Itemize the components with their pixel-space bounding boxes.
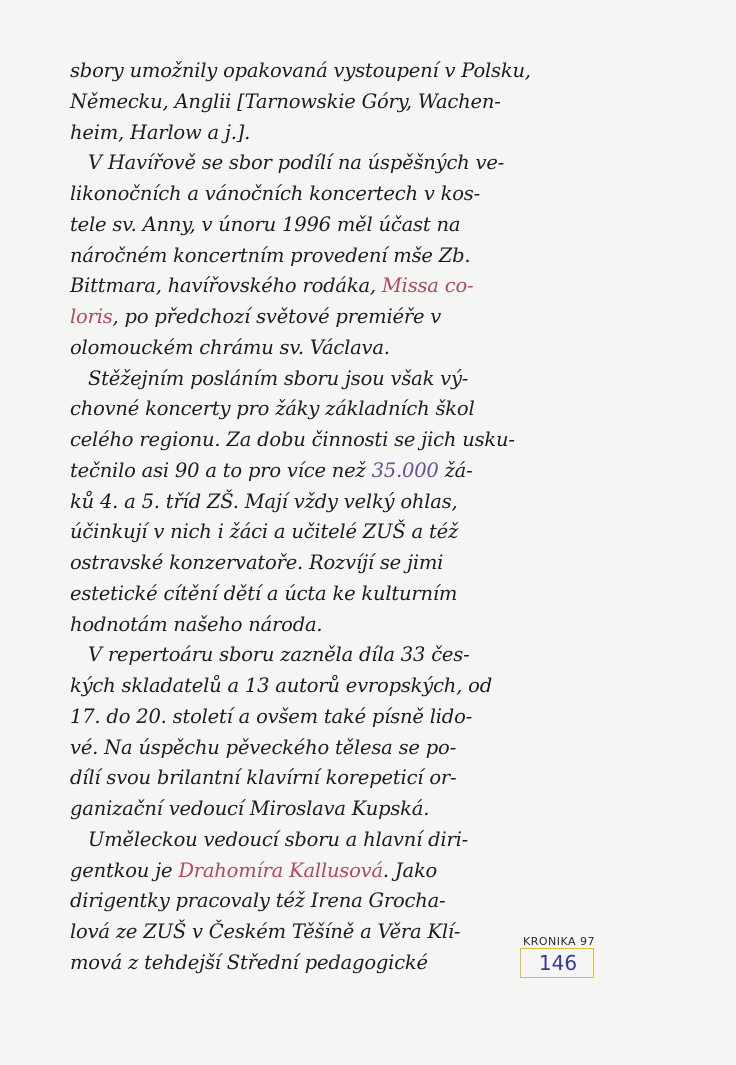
page-number: 146	[538, 951, 578, 975]
text-line: estetické cítění dětí a úcta ke kulturním	[70, 581, 458, 605]
text-line: loris, po předchozí světové premiéře v	[70, 305, 442, 328]
text-line: dirigentky pracovaly též Irena Grocha-	[70, 889, 446, 913]
text-line: V Havířově se sbor podílí na úspěšných ve-	[88, 151, 505, 175]
text-line: náročném koncertním provedení mše Zb.	[70, 243, 471, 267]
text-line: hodnotám našeho národa.	[70, 612, 323, 636]
chronicle-label: KRONIKA 97	[523, 935, 596, 948]
text-line: olomouckém chrámu sv. Václava.	[70, 335, 390, 359]
highlighted-number: 35.000	[371, 458, 439, 482]
text-line: tečnilo asi 90 a to pro více než 35.000 žá-	[70, 458, 473, 482]
highlighted-name: Drahomíra Kallusová	[178, 858, 383, 882]
text-line: celého regionu. Za dobu činnosti se jich usku-	[70, 428, 515, 451]
text-line: ků 4. a 5. tříd ZŠ. Mají vždy velký ohlas,	[70, 489, 458, 513]
text-line: V repertoáru sboru zazněla díla 33 čes-	[88, 643, 470, 667]
text-line: Uměleckou vedoucí sboru a hlavní diri-	[88, 827, 469, 851]
text-line: Stěžejním posláním sboru jsou však vý-	[88, 366, 469, 390]
text-line: likonočních a vánočních koncertech v kos-	[70, 182, 481, 205]
text-line: chovné koncerty pro žáky základních škol	[70, 397, 475, 421]
text-line: ostravské konzervatoře. Rozvíjí se jimi	[70, 551, 444, 574]
handwritten-text	[70, 56, 540, 979]
text-line: kých skladatelů a 13 autorů evropských, od	[70, 674, 492, 697]
highlighted-title: loris	[70, 305, 113, 328]
text-line: vé. Na úspěchu pěveckého tělesa se po-	[70, 735, 456, 759]
text-line: mová z tehdejší Střední pedagogické	[70, 950, 428, 974]
text-line: tele sv. Anny, v únoru 1996 měl účast na	[70, 212, 461, 236]
highlighted-title: Missa co-	[381, 274, 474, 298]
text-line: dílí svou brilantní klavírní korepeticí or-	[70, 766, 457, 790]
text-line: Německu, Anglii [Tarnowskie Góry, Wachen-	[70, 89, 501, 113]
text-line: Bittmara, havířovského rodáka, Missa co-	[70, 274, 474, 298]
text-line: heim, Harlow a j.].	[70, 120, 251, 144]
text-line: gentkou je Drahomíra Kallusová. Jako	[70, 858, 438, 882]
text-line: účinkují v nich i žáci a učitelé ZUŠ a též	[70, 520, 459, 544]
text-line: lová ze ZUŠ v Českém Těšíně a Věra Klí-	[70, 920, 461, 943]
text-line: ganizační vedoucí Miroslava Kupská.	[70, 797, 430, 820]
text-line: sbory umožnily opakovaná vystoupení v Polsku,	[70, 59, 531, 82]
text-line: 17. do 20. století a ovšem také písně lido-	[70, 704, 473, 728]
